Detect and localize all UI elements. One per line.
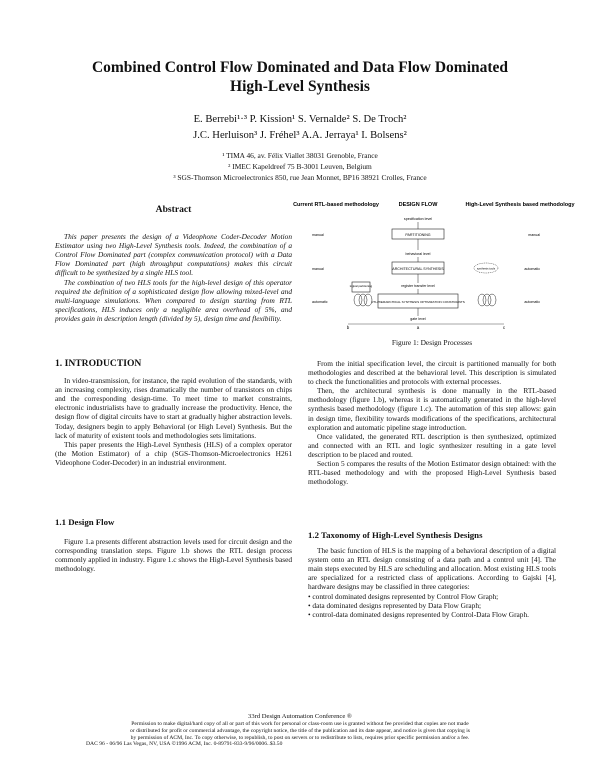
taxonomy-p1: The basic function of HLS is the mapping of a behavioral description of a digital system onto an RTL design consisting of a data path and a control unit [4]. The main steps executed by HLS are scheduling and allocation. Most existing HLS tools are specialized for a restricted class of applications. According to Gajski [4], hardware designs may be classified in three categories:	[308, 546, 556, 592]
fig-spec-level: specification level	[403, 217, 433, 221]
fig-label-c: c	[502, 325, 506, 330]
footer-conference: 33rd Design Automation Conference ®	[248, 713, 352, 720]
fig-c-loops	[478, 294, 496, 306]
abstract-p2: The combination of two HLS tools for the high-level design of this operator required the definition of a sophisticated design flow allowing mixed-level and multi-language simulations. When compared to design starting from RTL specifications, HLS induces only a negligible area overhead of 5%, and provides gain in description length (divided by 5), design time and flexibility.	[55, 277, 292, 323]
authors	[40, 113, 560, 143]
affiliation-3: ³ SGS-Thomson Microelectronics 850, rue Jean Monnet, BP16 38921 Crolles, France	[173, 173, 427, 182]
introduction-section	[55, 359, 292, 467]
taxonomy-section	[308, 531, 556, 619]
fig-behavioral-level: behavioral level	[405, 252, 431, 256]
intro-heading: 1. INTRODUCTION	[55, 358, 142, 369]
fig-c-manual: manual	[528, 233, 540, 237]
authors-line-2: J.C. Herluison³ J. Fréhel³ A.A. Jerraya¹ I. Bolsens²	[193, 130, 407, 141]
right-p1: From the initial specification level, the circuit is partitioned manually for both methodologies and described at the behavioral level. This description is simulated to check the functionalities and protocols with external processes.	[308, 359, 556, 387]
fig-rt-level: register transfer level	[401, 284, 435, 288]
paper-title	[40, 58, 560, 96]
taxonomy-heading: 1.2 Taxonomy of High-Level Synthesis Designs	[308, 530, 483, 540]
taxonomy-bullet-2: • data dominated designs represented by Data Flow Graph;	[308, 600, 482, 610]
footer-line-2: or distributed for profit or commercial advantage, the copyright notice, the title of the publication and its date appear, and notice is given that copying is	[130, 727, 470, 734]
design-flow-p1: Figure 1.a presents different abstraction levels used for circuit design and the corresponding translation steps. Figure 1.b shows the RTL design process commonly applied in industry. Figure 1.c shows the High-Level Synthesis based methodology.	[55, 537, 292, 574]
taxonomy-bullet-1: • control dominated designs represented by Control Flow Graph;	[308, 591, 499, 601]
right-p3: Once validated, the generated RTL description is then synthesized, optimized and connected with an RTL and logic synthesizer resulting in a gate level description to be placed and routed.	[308, 431, 556, 459]
footer-line-4: DAC 96 - 06/96 Las Vegas, NV, USA ©1996 ACM, Inc. 0-89791-833-9/96/0006..$3.50	[86, 741, 283, 748]
fig-logic-synthesis-label: RTL/HIERARCHICAL SYNTHESIS OPTIMIZATION CONSTRAINTS	[371, 300, 465, 304]
figure-caption: Figure 1: Design Processes	[391, 338, 473, 347]
affiliation-2: ² IMEC Kapeldreef 75 B-3001 Leuven, Belgium	[228, 162, 372, 171]
abstract-heading: Abstract	[155, 204, 192, 215]
fig-header-rtl: Current RTL-based methodology	[293, 202, 379, 208]
right-p4: Section 5 compares the results of the Motion Estimator design obtained: with the RTL-based methodology and with the proposed High-Level Synthesis based methodology.	[308, 459, 556, 487]
footer-line-3: by permission of ACM, Inc. To copy otherwise, to republish, to post on servers or to redistribute to lists, requires prior specific permission and/or a fee.	[130, 734, 470, 741]
affiliations	[40, 150, 560, 183]
fig-logical-label: logical partitioning	[349, 284, 373, 288]
intro-p2: This paper presents the High-Level Synthesis (HLS) of a complex operator (the Motion Estimator) of a chip (SGS-Thomson-Microelectronics H261 Videophone Coder-Decoder) in an industrial environment.	[55, 439, 292, 467]
taxonomy-bullet-3: • control-data dominated designs represented by Control-Data Flow Graph.	[308, 609, 529, 619]
fig-label-a: a	[416, 325, 420, 330]
fig-b-automatic: automatic	[312, 300, 328, 304]
fig-header-design-flow: DESIGN FLOW	[398, 202, 438, 208]
footer	[20, 712, 580, 748]
abstract-p1: This paper presents the design of a Videophone Coder-Decoder Motion Estimator using two High-Level Synthesis tools. Indeed, the combination of a Control Flow Dominated part (complex communication protocol) with a Data Flow Dominated part (high throughput computations) makes this circuit difficult to be synthesized by a single HLS tool.	[55, 232, 292, 278]
affiliation-1: ¹ TIMA 46, av. Félix Viallet 38031 Grenoble, France	[222, 151, 378, 160]
footer-line-1: Permission to make digital/hard copy of all or part of this work for personal or class-room use is granted without fee provided that copies are not made	[131, 721, 469, 727]
abstract-section	[55, 205, 292, 323]
authors-line-1: E. Berrebi¹·³ P. Kission¹ S. Vernalde² S. De Troch²	[193, 114, 407, 125]
design-flow-heading: 1.1 Design Flow	[55, 517, 115, 527]
right-p2: Then, the architectural synthesis is done manually in the RTL-based methodology (figure 1.b), whereas it is automatically generated in the high-level synthesis based methodology (figure 1.c). The automation of this step allows: gain in design time, flexibility towards modifications of the specifications, architectural exploration and automatic pipeline stage introduction.	[308, 386, 556, 432]
design-flow-section	[55, 518, 292, 573]
fig-header-hls: High-Level Synthesis based methodology	[465, 202, 575, 208]
fig-partitioning-label: PARTITIONING	[405, 233, 431, 237]
right-column-text	[308, 359, 556, 486]
design-flow-figure	[293, 200, 575, 340]
fig-b-manual-2: manual	[312, 267, 324, 271]
fig-c-automatic-2: automatic	[524, 300, 540, 304]
intro-p1: In video-transmission, for instance, the rapid evolution of the standards, with an increasing complexity, rises dramatically the number of transistors on chips and the corresponding design-time. To meet time to market constraints, electronic industrialists have to gradually increase the productivity. Hence, the design flow of digital circuits have to start at gradually higher abstraction levels. Today, designers begin to apply Behavioral (or High Level) Synthesis. But the lack of maturity of existent tools and methodologies sets limitations.	[55, 376, 292, 440]
fig-hls-tools-label: synthesis tools	[476, 266, 496, 271]
title-line-2: High-Level Synthesis	[230, 78, 370, 95]
fig-arch-synthesis-label: ARCHITECTURAL SYNTHESIS	[392, 267, 444, 271]
fig-c-automatic-1: automatic	[524, 267, 540, 271]
fig-b-manual-1: manual	[312, 233, 324, 237]
fig-label-b: b	[346, 325, 350, 330]
fig-b-loops	[354, 294, 372, 306]
title-line-1: Combined Control Flow Dominated and Data Flow Dominated	[91, 59, 509, 76]
fig-gate-level: gate level	[410, 317, 426, 321]
